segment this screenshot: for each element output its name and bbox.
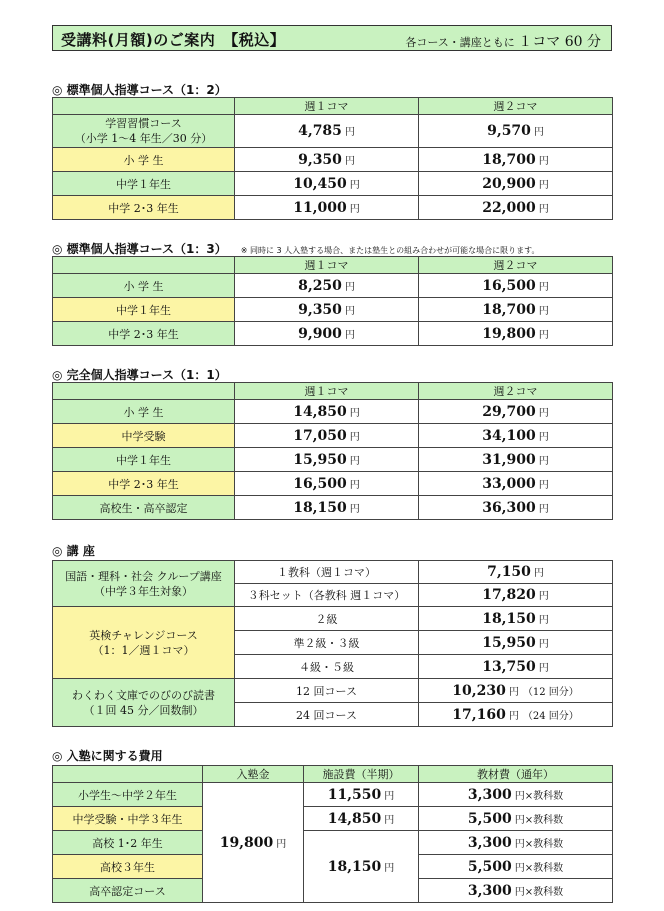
price-week2 xyxy=(419,448,613,472)
row-label: 中学 2･3 年生 xyxy=(53,322,235,346)
section-title-standard-1-3 xyxy=(52,240,540,257)
price-week2 xyxy=(419,424,613,448)
table-row xyxy=(53,472,613,496)
section-title-courses: ◎ 講 座 xyxy=(52,544,95,558)
header-blank xyxy=(53,98,235,115)
price-value: 3,300 xyxy=(467,882,512,899)
price-table-standard-1-3 xyxy=(52,256,613,346)
material-fee xyxy=(419,879,613,903)
yen-unit: 円 xyxy=(349,455,360,467)
facility-fee xyxy=(304,831,419,903)
group-label-main: 国語・理科・社会 クループ講座 xyxy=(65,569,222,583)
course-note: （24 回分） xyxy=(522,710,579,722)
yen-unit: 円 xyxy=(344,329,355,341)
price-value: 9,350 xyxy=(298,151,342,168)
facility-fee xyxy=(304,807,419,831)
yen-unit: 円 xyxy=(538,479,549,491)
course-desc: ２級 xyxy=(235,607,419,631)
yen-unit: 円 xyxy=(349,431,360,443)
row-label: 中学受験 xyxy=(53,424,235,448)
price-value: 14,850 xyxy=(327,810,382,827)
row-label: 小 学 生 xyxy=(53,400,235,424)
group-label-subject-course xyxy=(53,561,235,607)
yen-unit: 円 xyxy=(384,790,395,802)
price-week1 xyxy=(235,472,419,496)
yen-unit: 円 xyxy=(538,638,549,650)
material-unit: 円×教科数 xyxy=(514,862,564,874)
yen-unit: 円 xyxy=(349,203,360,215)
course-desc: 24 回コース xyxy=(235,703,419,727)
price-week1 xyxy=(235,196,419,220)
course-price xyxy=(419,607,613,631)
header-blank xyxy=(53,766,203,783)
price-week2 xyxy=(419,172,613,196)
price-table-standard-1-2 xyxy=(52,97,613,220)
header-entrance-fee: 入塾金 xyxy=(203,766,304,783)
price-week1 xyxy=(235,400,419,424)
price-value: 16,500 xyxy=(482,277,536,294)
course-price xyxy=(419,679,613,703)
table-row xyxy=(53,807,613,831)
yen-unit: 円 xyxy=(538,591,549,602)
section-title-standard-1-2: ◎ 標準個人指導コース（1：2） xyxy=(52,83,227,97)
yen-unit: 円 xyxy=(538,407,549,419)
price-week1 xyxy=(235,496,419,520)
yen-unit: 円 xyxy=(349,479,360,491)
yen-unit: 円 xyxy=(276,838,287,850)
yen-unit: 円 xyxy=(508,710,519,722)
course-desc: ３科セット（各教科 週１コマ） xyxy=(235,584,419,607)
price-value: 5,500 xyxy=(467,810,512,827)
price-value: 5,500 xyxy=(467,858,512,875)
yen-unit: 円 xyxy=(384,814,395,826)
table-row xyxy=(53,322,613,346)
group-label-reading xyxy=(53,679,235,727)
price-value: 9,570 xyxy=(487,123,531,139)
price-value: 17,160 xyxy=(452,706,506,723)
price-value: 10,230 xyxy=(452,682,506,699)
price-value: 4,785 xyxy=(298,123,342,139)
material-unit: 円×教科数 xyxy=(514,790,564,802)
price-value: 36,300 xyxy=(482,499,536,516)
table-row xyxy=(53,679,613,703)
yen-unit: 円 xyxy=(384,862,395,874)
row-label-main: 学習習慣コース xyxy=(105,117,182,130)
price-week2 xyxy=(419,322,613,346)
price-week2 xyxy=(419,196,613,220)
yen-unit: 円 xyxy=(538,155,549,167)
table-row xyxy=(53,274,613,298)
course-price xyxy=(419,703,613,727)
course-desc: 12 回コース xyxy=(235,679,419,703)
price-value: 7,150 xyxy=(487,564,531,580)
yen-unit: 円 xyxy=(538,329,549,341)
material-unit: 円×教科数 xyxy=(514,838,564,850)
table-row xyxy=(53,831,613,855)
row-label: 中学 2･3 年生 xyxy=(53,196,235,220)
price-week1 xyxy=(235,448,419,472)
course-note: （12 回分） xyxy=(522,686,579,698)
group-label-main: わくわく文庫でのびのび読書 xyxy=(72,688,215,702)
price-value: 29,700 xyxy=(482,403,536,420)
price-value: 19,800 xyxy=(482,325,536,342)
price-table-complete-1-1 xyxy=(52,382,613,520)
price-value: 9,900 xyxy=(298,325,342,342)
row-label: 小 学 生 xyxy=(53,148,235,172)
yen-unit: 円 xyxy=(349,407,360,419)
course-desc: 準２級・３級 xyxy=(235,631,419,655)
facility-fee xyxy=(304,783,419,807)
table-row xyxy=(53,424,613,448)
price-value: 18,150 xyxy=(293,499,347,516)
course-price xyxy=(419,631,613,655)
header-facility-fee: 施設費（半期） xyxy=(304,766,419,783)
price-week1 xyxy=(235,298,419,322)
row-label xyxy=(53,115,235,148)
header-note-text: 各コース・講座ともに xyxy=(405,36,515,49)
price-week1 xyxy=(235,322,419,346)
row-label-sub: （小学 1～4 年生／30 分） xyxy=(74,132,213,145)
row-label: 高校生・高卒認定 xyxy=(53,496,235,520)
price-week2 xyxy=(419,115,613,148)
price-value: 18,150 xyxy=(482,610,536,627)
table-row xyxy=(53,448,613,472)
yen-unit: 円 xyxy=(538,614,549,626)
yen-unit: 円 xyxy=(533,568,544,579)
price-value: 13,750 xyxy=(482,658,536,675)
header-blank xyxy=(53,257,235,274)
price-value: 15,950 xyxy=(482,634,536,651)
header-week1: 週１コマ xyxy=(235,257,419,274)
row-label: 高校３年生 xyxy=(53,855,203,879)
price-week2 xyxy=(419,274,613,298)
material-fee xyxy=(419,855,613,879)
price-week2 xyxy=(419,496,613,520)
material-fee xyxy=(419,831,613,855)
yen-unit: 円 xyxy=(538,305,549,317)
price-value: 3,300 xyxy=(467,834,512,851)
material-fee xyxy=(419,783,613,807)
header-week2: 週２コマ xyxy=(419,257,613,274)
row-label: 中学１年生 xyxy=(53,448,235,472)
price-value: 17,050 xyxy=(293,427,347,444)
section-title-enrollment-fees: ◎ 入塾に関する費用 xyxy=(52,749,163,763)
price-value: 19,800 xyxy=(219,834,274,851)
yen-unit: 円 xyxy=(344,155,355,167)
price-value: 9,350 xyxy=(298,301,342,318)
price-value: 17,820 xyxy=(482,587,536,603)
price-table-enrollment-fees xyxy=(52,765,613,903)
course-desc: ４級・５級 xyxy=(235,655,419,679)
yen-unit: 円 xyxy=(533,127,544,138)
yen-unit: 円 xyxy=(538,281,549,293)
table-row xyxy=(53,298,613,322)
price-value: 14,850 xyxy=(293,403,347,420)
price-value: 15,950 xyxy=(293,451,347,468)
price-value: 16,500 xyxy=(293,475,347,492)
table-header-row xyxy=(53,766,613,783)
row-label: 中学１年生 xyxy=(53,172,235,196)
header-week1: 週１コマ xyxy=(235,383,419,400)
price-value: 18,150 xyxy=(327,858,382,875)
header-material-fee: 教材費（通年） xyxy=(419,766,613,783)
group-label-main: 英検チャレンジコース xyxy=(89,628,198,642)
course-price xyxy=(419,655,613,679)
material-fee xyxy=(419,807,613,831)
row-label: 中学 2･3 年生 xyxy=(53,472,235,496)
yen-unit: 円 xyxy=(538,203,549,215)
price-week2 xyxy=(419,148,613,172)
yen-unit: 円 xyxy=(538,179,549,191)
price-value: 31,900 xyxy=(482,451,536,468)
price-value: 18,700 xyxy=(482,151,536,168)
page-header xyxy=(52,25,612,51)
price-week2 xyxy=(419,400,613,424)
yen-unit: 円 xyxy=(349,503,360,515)
header-blank xyxy=(53,383,235,400)
yen-unit: 円 xyxy=(508,686,519,698)
row-label: 小 学 生 xyxy=(53,274,235,298)
material-unit: 円×教科数 xyxy=(514,814,564,826)
price-value: 11,000 xyxy=(293,199,347,216)
row-label: 中学受験・中学３年生 xyxy=(53,807,203,831)
table-header-row xyxy=(53,98,613,115)
header-note-duration: １コマ 60 分 xyxy=(518,34,601,50)
price-value: 33,000 xyxy=(482,475,536,492)
price-value: 34,100 xyxy=(482,427,536,444)
group-label-eiken xyxy=(53,607,235,679)
page-title: 受講料(月額)のご案内 【税込】 xyxy=(61,31,286,49)
price-week1 xyxy=(235,172,419,196)
course-price xyxy=(419,584,613,607)
section-title-text: ◎ 標準個人指導コース（1：3） xyxy=(52,242,227,256)
yen-unit: 円 xyxy=(344,305,355,317)
row-label: 中学１年生 xyxy=(53,298,235,322)
price-value: 22,000 xyxy=(482,199,536,216)
yen-unit: 円 xyxy=(344,127,355,138)
price-week1 xyxy=(235,274,419,298)
yen-unit: 円 xyxy=(538,662,549,674)
header-week2: 週２コマ xyxy=(419,383,613,400)
price-value: 18,700 xyxy=(482,301,536,318)
yen-unit: 円 xyxy=(538,431,549,443)
yen-unit: 円 xyxy=(349,179,360,191)
yen-unit: 円 xyxy=(538,503,549,515)
price-week1 xyxy=(235,424,419,448)
table-row xyxy=(53,196,613,220)
price-week2 xyxy=(419,472,613,496)
price-value: 3,300 xyxy=(467,786,512,803)
header-week2: 週２コマ xyxy=(419,98,613,115)
section-title-complete-1-1: ◎ 完全個人指導コース（1：1） xyxy=(52,368,227,382)
table-row xyxy=(53,561,613,584)
course-desc: １教科（週１コマ） xyxy=(235,561,419,584)
table-header-row xyxy=(53,257,613,274)
row-label: 高卒認定コース xyxy=(53,879,203,903)
yen-unit: 円 xyxy=(538,455,549,467)
row-label: 高校 1･2 年生 xyxy=(53,831,203,855)
table-row xyxy=(53,607,613,631)
entrance-fee xyxy=(203,783,304,903)
table-row xyxy=(53,783,613,807)
group-label-sub: （1：1／週１コマ） xyxy=(92,643,195,657)
group-label-sub: （１回 45 分／回数制） xyxy=(83,703,204,717)
price-week1 xyxy=(235,115,419,148)
table-row xyxy=(53,496,613,520)
table-header-row xyxy=(53,383,613,400)
price-value: 8,250 xyxy=(298,277,342,294)
yen-unit: 円 xyxy=(344,281,355,293)
material-unit: 円×教科数 xyxy=(514,886,564,898)
course-price xyxy=(419,561,613,584)
price-week2 xyxy=(419,298,613,322)
table-row xyxy=(53,148,613,172)
price-week1 xyxy=(235,148,419,172)
price-value: 20,900 xyxy=(482,175,536,192)
table-row xyxy=(53,400,613,424)
row-label: 小学生～中学２年生 xyxy=(53,783,203,807)
price-value: 10,450 xyxy=(293,175,347,192)
table-row xyxy=(53,115,613,148)
section-note: ※ 同時に 3 人入塾する場合、または塾生との組み合わせが可能な場合に限ります。 xyxy=(240,246,540,255)
header-week1: 週１コマ xyxy=(235,98,419,115)
table-row xyxy=(53,172,613,196)
group-label-sub: （中学３年生対象） xyxy=(94,584,193,598)
header-note xyxy=(405,31,601,51)
price-table-courses xyxy=(52,560,613,727)
price-value: 11,550 xyxy=(327,786,382,803)
